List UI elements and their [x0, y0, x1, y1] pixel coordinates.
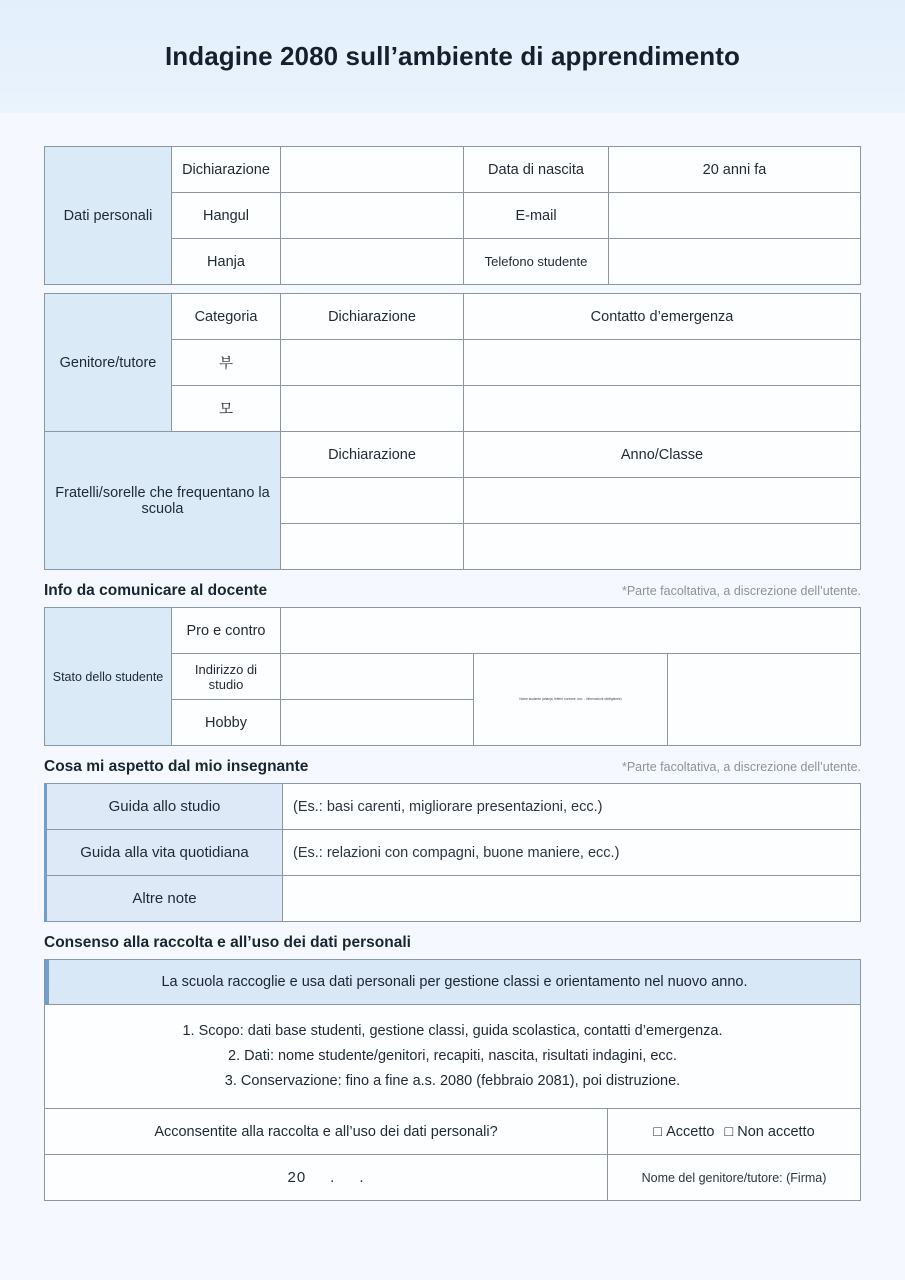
- consent-signature-label: Nome del genitore/tutore: (Firma): [641, 1170, 827, 1185]
- student-status-label: Stato dello studente: [45, 608, 172, 746]
- guardian-header-category: Categoria: [172, 294, 281, 340]
- personal-row3-phone-input[interactable]: [609, 239, 861, 285]
- student-status-hobby-input[interactable]: [281, 700, 474, 746]
- siblings-row2-declaration[interactable]: [281, 524, 464, 570]
- consent-date-dot-month: .: [330, 1169, 336, 1186]
- expectation-life-guidance-label: Guida alla vita quotidiana: [46, 830, 283, 876]
- consent-section-header: [44, 934, 861, 952]
- personal-row2-field-label: Hangul: [172, 193, 281, 239]
- consent-signature-row: [45, 1155, 860, 1200]
- guardian-table: [44, 293, 861, 432]
- expectation-other-notes-input[interactable]: [283, 876, 861, 922]
- personal-row2-email-input[interactable]: [609, 193, 861, 239]
- table-row: [46, 784, 861, 830]
- siblings-header-year-class: Anno/Classe: [464, 432, 861, 478]
- guardian-header-declaration: Dichiarazione: [281, 294, 464, 340]
- checkbox-decline-icon[interactable]: □: [724, 1123, 734, 1140]
- page-header: [0, 0, 905, 113]
- siblings-row1-declaration[interactable]: [281, 478, 464, 524]
- guardian-row-mother-contact[interactable]: [464, 386, 861, 432]
- personal-row3-field-input[interactable]: [281, 239, 464, 285]
- guardian-header-emergency-contact: Contatto d’emergenza: [464, 294, 861, 340]
- table-row: [46, 830, 861, 876]
- personal-data-table: [44, 146, 861, 285]
- student-status-study-track-label: Indirizzo di studio: [172, 654, 281, 700]
- expectation-life-guidance-input[interactable]: (Es.: relazioni con compagni, buone maniere, ecc.): [283, 830, 861, 876]
- personal-row1-field-input[interactable]: [281, 147, 464, 193]
- expectation-study-guidance-label: Guida allo studio: [46, 784, 283, 830]
- guardian-label: Genitore/tutore: [45, 294, 172, 432]
- student-status-study-track-input[interactable]: [281, 654, 474, 700]
- siblings-label: Fratelli/sorelle che frequentano la scuola: [45, 432, 281, 570]
- student-status-hobby-label: Hobby: [172, 700, 281, 746]
- student-status-merged-blank[interactable]: [667, 654, 860, 746]
- expectations-section-header: [44, 758, 861, 776]
- consent-block: [44, 959, 861, 1201]
- table-row: [46, 876, 861, 922]
- expectations-title: Cosa mi aspetto dal mio insegnante: [44, 758, 309, 775]
- guardian-row-father-declaration[interactable]: [281, 340, 464, 386]
- consent-question-row: [45, 1109, 860, 1155]
- personal-row2-email-label: E-mail: [464, 193, 609, 239]
- consent-term-data: 2. Dati: nome studente/genitori, recapiti, nascita, risultati indagini, ecc.: [228, 1048, 677, 1064]
- siblings-table: [44, 431, 861, 570]
- personal-row2-field-input[interactable]: [281, 193, 464, 239]
- table-row: [45, 147, 861, 193]
- personal-row3-phone-label: Telefono studente: [464, 239, 609, 285]
- expectations-note: *Parte facoltativa, a discrezione dell’utente.: [621, 760, 861, 774]
- teacher-info-title: Info da comunicare al docente: [44, 582, 268, 599]
- consent-banner: La scuola raccoglie e usa dati personali per gestione classi e orientamento nel nuovo anno.: [45, 960, 860, 1005]
- siblings-row2-year-class[interactable]: [464, 524, 861, 570]
- personal-row1-birth-label: Data di nascita: [464, 147, 609, 193]
- consent-title: Consenso alla raccolta e all’uso dei dati personali: [44, 934, 411, 951]
- consent-decline-label[interactable]: Non accetto: [737, 1123, 815, 1140]
- expectation-study-guidance-input[interactable]: (Es.: basi carenti, migliorare presentazioni, ecc.): [283, 784, 861, 830]
- checkbox-accept-icon[interactable]: □: [653, 1123, 663, 1140]
- teacher-info-note: *Parte facoltativa, a discrezione dell’utente.: [621, 584, 861, 598]
- expectations-table: [44, 783, 861, 922]
- consent-accept-label[interactable]: Accetto: [666, 1123, 715, 1140]
- table-row: [45, 294, 861, 340]
- personal-row1-field-label: Dichiarazione: [172, 147, 281, 193]
- siblings-row1-year-class[interactable]: [464, 478, 861, 524]
- table-row: [45, 432, 861, 478]
- consent-question-text: Acconsentite alla raccolta e all’uso dei dati personali?: [45, 1109, 608, 1154]
- consent-date-field[interactable]: [45, 1155, 608, 1200]
- student-status-pros-cons-label: Pro e contro: [172, 608, 281, 654]
- student-status-pros-cons-input[interactable]: [281, 608, 861, 654]
- consent-answer-options: [608, 1109, 860, 1154]
- page-title: Indagine 2080 sull’ambiente di apprendimento: [164, 41, 741, 71]
- guardian-row-mother-declaration[interactable]: [281, 386, 464, 432]
- table-row: [45, 608, 861, 654]
- consent-date-year-prefix: 20: [287, 1169, 307, 1186]
- personal-row3-field-label: Hanja: [172, 239, 281, 285]
- student-status-table: [44, 607, 861, 746]
- guardian-row-mother-label: 모: [172, 386, 281, 432]
- expectation-other-notes-label: Altre note: [46, 876, 283, 922]
- student-status-merged-note: Nome studente (ahanja, lettere coreane, ecc. - informazioni obbligatorie): [474, 654, 667, 746]
- personal-row1-birth-value[interactable]: 20 anni fa: [609, 147, 861, 193]
- guardian-row-father-contact[interactable]: [464, 340, 861, 386]
- form-sheet: [0, 113, 905, 1201]
- teacher-info-section-header: [44, 582, 861, 600]
- consent-term-retention: 3. Conservazione: fino a fine a.s. 2080 (febbraio 2081), poi distruzione.: [224, 1073, 681, 1089]
- consent-terms-list: [45, 1005, 860, 1109]
- guardian-row-father-label: 부: [172, 340, 281, 386]
- siblings-header-declaration: Dichiarazione: [281, 432, 464, 478]
- consent-term-purpose: 1. Scopo: dati base studenti, gestione classi, guida scolastica, contatti d’emergenza.: [182, 1023, 723, 1039]
- consent-date-dot-day: .: [359, 1169, 365, 1186]
- personal-data-label: Dati personali: [45, 147, 172, 285]
